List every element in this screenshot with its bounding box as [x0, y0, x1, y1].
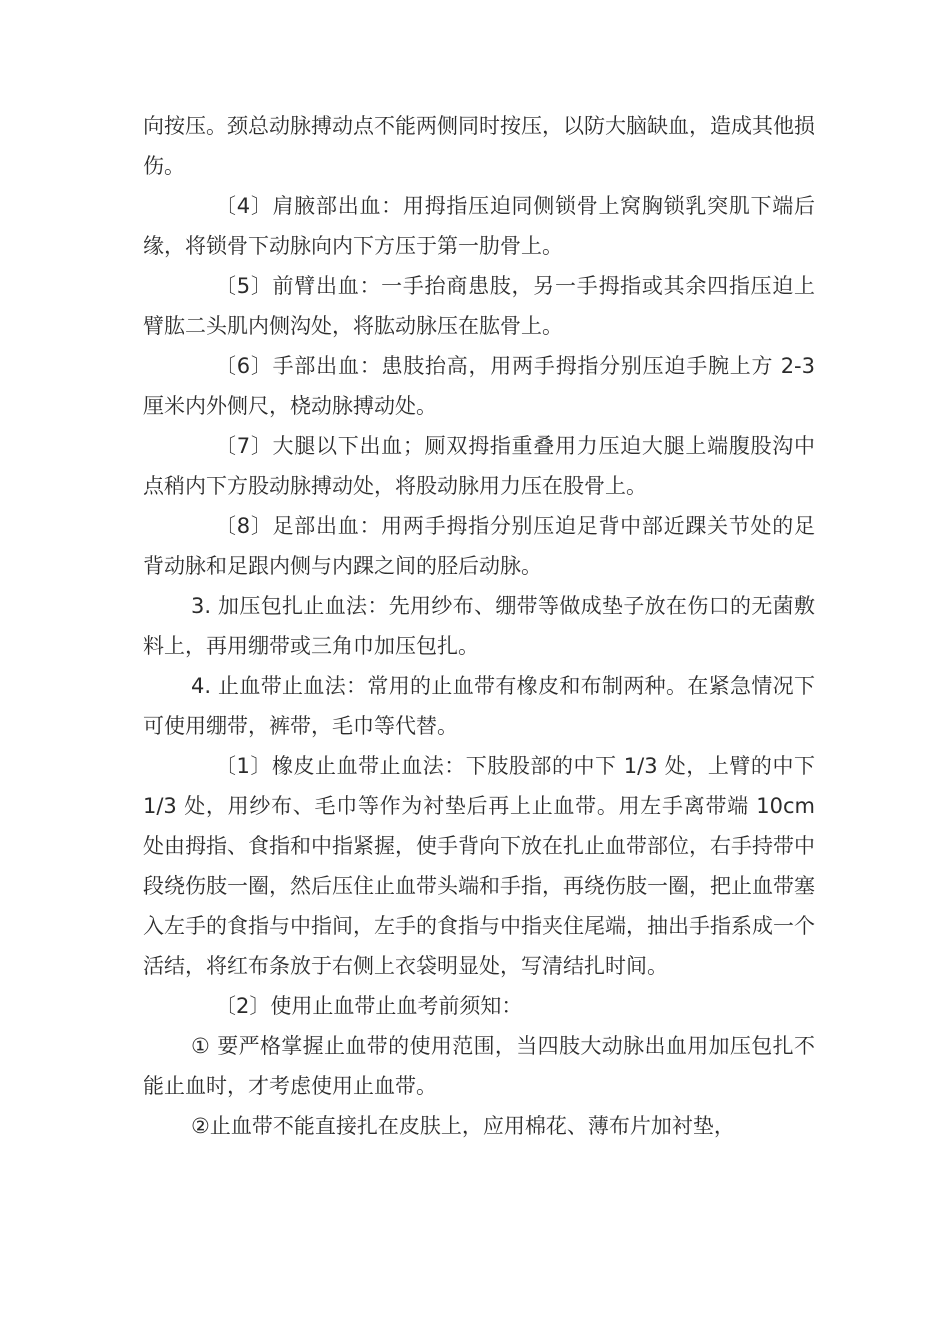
paragraph-note-2: ②止血带不能直接扎在皮肤上，应用棉花、薄布片加衬垫，: [191, 1114, 735, 1138]
paragraph-rubber-tourniquet: 〔1〕橡皮止血带止血法：下肢股部的中下 1/3 处，上臂的中下 1/3 处，用纱布、毛巾等作为衬垫后再上止血带。用左手离带端 10cm 处由拇指、食指和中指紧握，使手背向下放在扎止血带部位，右手持带中段绕伤肢一圈，然后压住止血带头端和手指，再绕伤肢一圈，把止血带塞入左手的食指与中指间，左手的食指与中指夹住尾端，抽出手指系成一个活结，将红布条放于右侧上衣袋明显处，写清结扎时间。: [143, 754, 815, 978]
document-body: [143, 106, 815, 1146]
paragraph-forearm-bleeding: 〔5〕前臂出血：一手抬商患肢，另一手拇指或其余四指压迫上臂肱二头肌内侧沟处，将肱动脉压在肱骨上。: [143, 274, 815, 338]
paragraph-tourniquet: 4. 止血带止血法：常用的止血带有橡皮和布制两种。在紧急情况下可使用绷带，裤带，毛巾等代替。: [143, 674, 815, 738]
paragraph-carotid-continued: 向按压。颈总动脉搏动点不能两侧同时按压，以防大脑缺血，造成其他损伤。: [143, 114, 815, 178]
paragraph-hand-bleeding: 〔6〕手部出血：患肢抬高，用两手拇指分别压迫手腕上方 2-3 厘米内外侧尺，桡动脉搏动处。: [143, 354, 815, 418]
paragraph-thigh-bleeding: 〔7〕大腿以下出血；厕双拇指重叠用力压迫大腿上端腹股沟中点稍内下方股动脉搏动处，将股动脉用力压在股骨上。: [143, 434, 815, 498]
paragraph-shoulder-bleeding: 〔4〕肩腋部出血：用拇指压迫同侧锁骨上窝胸锁乳突肌下端后缘，将锁骨下动脉向内下方压于第一肋骨上。: [143, 194, 815, 258]
paragraph-pressure-bandage: 3. 加压包扎止血法：先用纱布、绷带等做成垫子放在伤口的无菌敷料上，再用绷带或三角巾加压包扎。: [143, 594, 815, 658]
paragraph-tourniquet-notes-heading: 〔2〕使用止血带止血考前须知：: [215, 994, 523, 1018]
paragraph-note-1: ① 要严格掌握止血带的使用范围，当四肢大动脉出血用加压包扎不能止血时，才考虑使用止血带。: [143, 1034, 815, 1098]
paragraph-foot-bleeding: 〔8〕足部出血：用两手拇指分别压迫足背中部近踝关节处的足背动脉和足跟内侧与内踝之间的胫后动脉。: [143, 514, 815, 578]
